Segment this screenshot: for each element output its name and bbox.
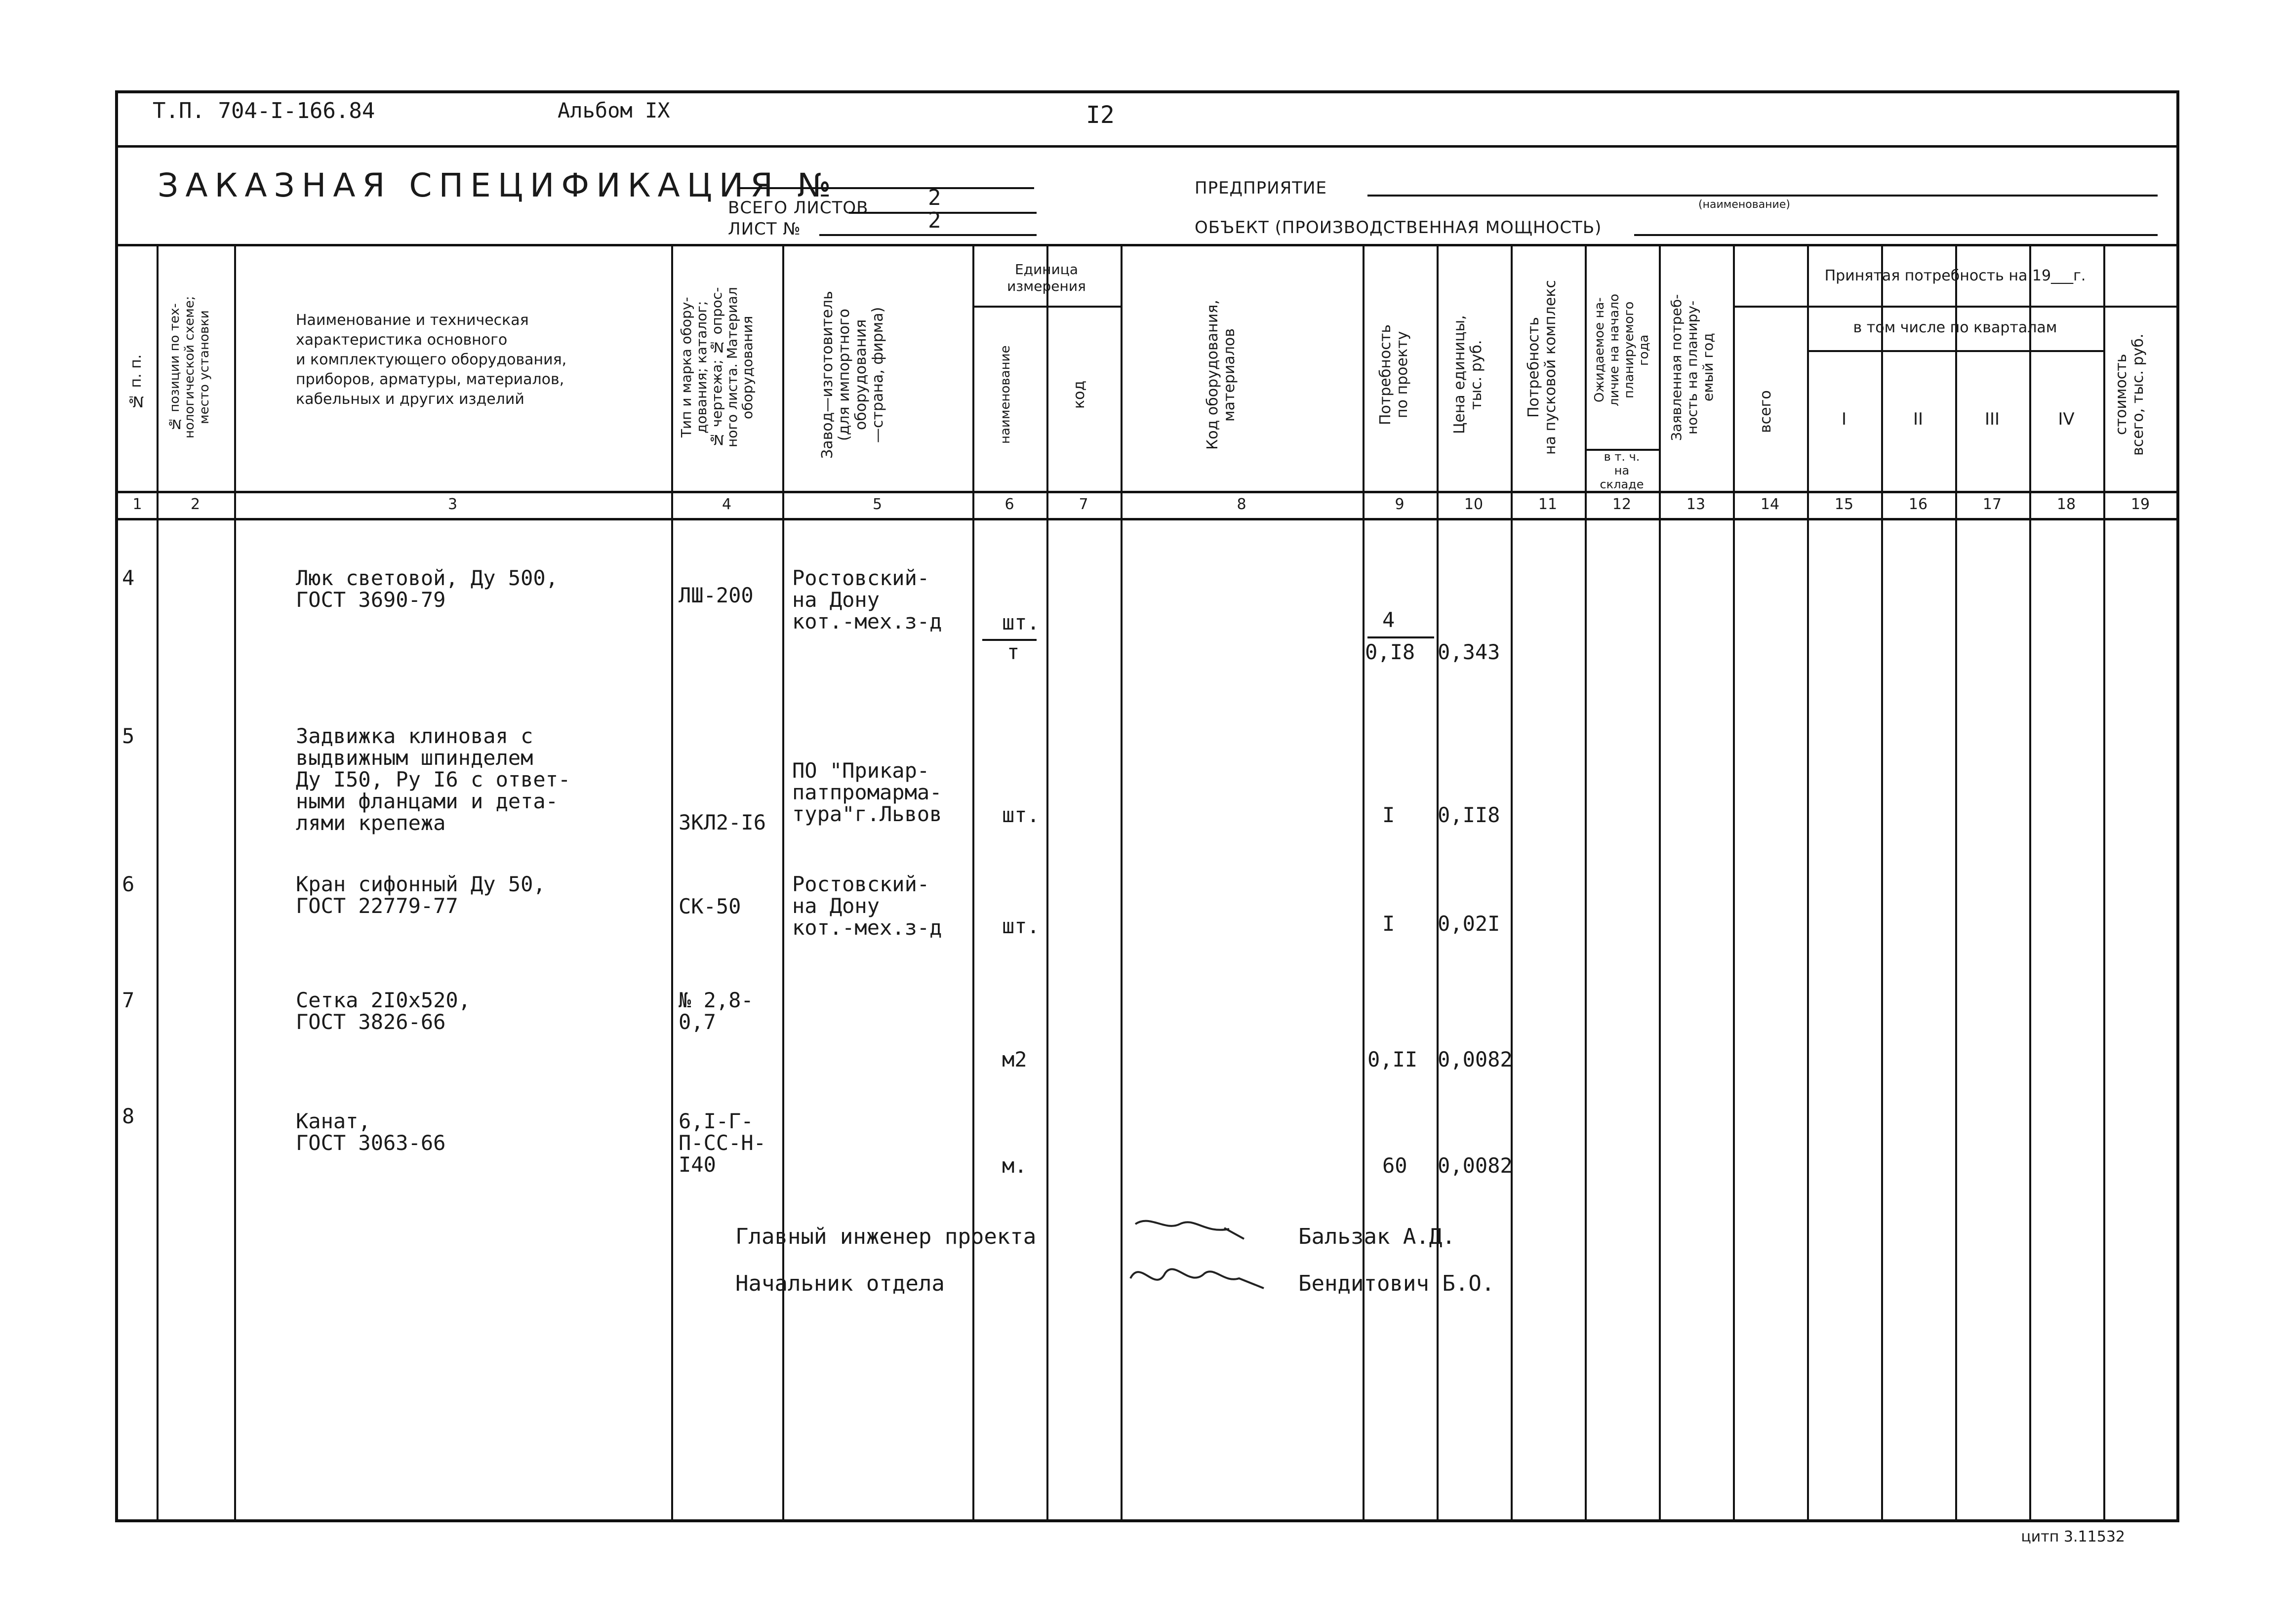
col-header-15: I — [1841, 409, 1847, 429]
col-line — [2029, 246, 2031, 1519]
col-number: 1 — [132, 496, 142, 513]
row-7-number: 7 — [122, 988, 135, 1012]
row-6-unit: шт. — [1002, 914, 1040, 938]
col-number: 16 — [1908, 496, 1928, 513]
row-8-number: 8 — [122, 1104, 135, 1128]
form-frame — [115, 90, 2179, 1522]
doc-code: Т.П. 704-I-166.84 — [153, 98, 375, 123]
col-number: 6 — [1004, 496, 1014, 513]
col-line — [782, 246, 784, 1519]
col-line — [1121, 246, 1123, 1519]
col-line — [1659, 246, 1661, 1519]
col-header-7: код — [1071, 380, 1088, 409]
col-number: 17 — [1982, 496, 2002, 513]
col-header-17: III — [1984, 409, 2000, 429]
col-number: 14 — [1760, 496, 1780, 513]
col-number: 11 — [1538, 496, 1558, 513]
col-header-4: Тип и марка обору- дования; каталог; № чертежа; № опрос- ного листа. Материал оборудования — [678, 287, 756, 448]
col-number: 12 — [1612, 496, 1632, 513]
col-line — [1807, 246, 1809, 1519]
col-header-19: стоимость всего, тыс. руб. — [2113, 333, 2147, 456]
total-sheets-label: ВСЕГО ЛИСТОВ — [728, 198, 869, 218]
sheet-number-label: ЛИСТ № — [728, 219, 801, 239]
col-number: 8 — [1237, 496, 1246, 513]
col-header-12: Ожидаемое на- личие на начало планируемого года — [1592, 294, 1651, 406]
row-8-price: 0,0082 — [1438, 1153, 1513, 1178]
album-label: Альбом IX — [558, 98, 670, 122]
col-header-2: № позиции по тех- нологической схеме; место установки — [167, 296, 212, 439]
col-header-14: всего — [1757, 390, 1774, 434]
col-header-5: Завод—изготовитель (для импортного оборудования —страна, фирма) — [819, 291, 886, 459]
col-header-16: II — [1913, 409, 1924, 429]
object-label: ОБЪЕКТ (ПРОИЗВОДСТВЕННАЯ МОЩНОСТЬ) — [1195, 218, 1602, 238]
col-line — [972, 246, 974, 1519]
col-line — [1046, 246, 1048, 1519]
row-8-type: 6,I-Г- П-СС-Н- I40 — [679, 1109, 766, 1177]
col-number: 18 — [2056, 496, 2076, 513]
row-6-maker: Ростовский- на Дону кот.-мех.з-д — [792, 872, 942, 940]
col-number: 3 — [447, 496, 458, 513]
col-line — [1955, 246, 1957, 1519]
row-4-number: 4 — [122, 566, 135, 590]
row-7-type: № 2,8- 0,7 — [679, 988, 754, 1034]
chief-engineer-name: Бальзак А.Д. — [1298, 1224, 1455, 1249]
handwritten-signatures — [1121, 1204, 1284, 1313]
sheet-number-value: 2 — [928, 208, 941, 233]
unit-group-line — [972, 306, 1121, 308]
title-divider — [118, 244, 2176, 246]
col-header-8: Код оборудования, материалов — [1204, 300, 1238, 450]
col-number: 10 — [1464, 496, 1484, 513]
row-4-maker: Ростовский- на Дону кот.-мех.з-д — [792, 566, 942, 634]
row-4-qty-2: 0,I8 — [1365, 640, 1415, 664]
chief-engineer-role: Главный инженер проекта — [735, 1224, 1037, 1249]
row-6-number: 6 — [122, 872, 135, 896]
row-6-price: 0,02I — [1438, 911, 1500, 936]
col-line — [157, 246, 159, 1519]
col-line — [234, 246, 236, 1519]
row-7-name: Сетка 2I0х520, ГОСТ 3826-66 — [296, 988, 471, 1034]
row-4-type: ЛШ-200 — [679, 583, 754, 607]
enterprise-line — [1367, 195, 2158, 197]
col-line — [671, 246, 673, 1519]
row-8-qty: 60 — [1382, 1153, 1407, 1178]
total-sheets-line — [849, 212, 1037, 214]
row-4-unit-2: т — [1007, 640, 1020, 664]
row-5-qty: I — [1382, 803, 1395, 827]
col-header-13: Заявленная потреб- ность на планиру- емый год — [1668, 294, 1716, 441]
row-4-price: 0,343 — [1438, 640, 1500, 664]
accepted-group-line — [1733, 306, 2177, 308]
row-7-qty: 0,II — [1367, 1047, 1418, 1071]
footer-code: цитп 3.11532 — [2021, 1528, 2125, 1545]
col-number: 7 — [1079, 496, 1088, 513]
row-6-name: Кран сифонный Ду 50, ГОСТ 22779-77 — [296, 872, 546, 918]
page-title: ЗАКАЗНАЯ СПЕЦИФИКАЦИЯ № — [158, 166, 838, 204]
col-header-1: № п. п. — [127, 354, 145, 410]
col-header-10: Цена единицы, тыс. руб. — [1451, 315, 1485, 435]
row-5-maker: ПО "Прикар- патпромарма- тура"г.Львов — [792, 758, 942, 826]
sheet-number-line — [819, 234, 1037, 236]
col-number: 9 — [1395, 496, 1405, 513]
row-4-unit: шт. — [1002, 610, 1040, 634]
col-line — [1881, 246, 1883, 1519]
row-8-unit: м. — [1002, 1153, 1027, 1178]
row-7-unit: м2 — [1002, 1047, 1027, 1071]
row-5-type: ЗКЛ2-I6 — [679, 810, 766, 834]
col-header-12-sub: в т. ч. на складе — [1600, 450, 1644, 491]
header-divider — [118, 145, 2176, 148]
col-header-11: Потребность на пусковой комплекс — [1525, 280, 1559, 455]
col-number: 19 — [2130, 496, 2150, 513]
row-6-type: СК-50 — [679, 894, 741, 918]
col-number: 15 — [1834, 496, 1854, 513]
col-header-18: IV — [2058, 409, 2075, 429]
row-5-number: 5 — [122, 724, 135, 748]
col-number: 2 — [190, 496, 201, 513]
quarters-group-header: в том числе по кварталам — [1853, 319, 2057, 336]
numbers-bottom-line — [118, 518, 2176, 520]
col-line — [2103, 246, 2105, 1519]
col-header-3: Наименование и техническая характеристика основного и комплектующего оборудования, приборов, арматуры, материалов, кабельных и других изделий — [296, 312, 567, 408]
enterprise-hint: (наименование) — [1698, 198, 1790, 211]
object-line — [1634, 234, 2158, 236]
col-line — [1363, 246, 1365, 1519]
row-5-price: 0,II8 — [1438, 803, 1500, 827]
numbers-top-line — [118, 491, 2176, 493]
row-5-unit: шт. — [1002, 803, 1040, 827]
department-head-name: Бендитович Б.О. — [1298, 1271, 1495, 1296]
accepted-group-header: Принятая потребность на 19___г. — [1824, 267, 2086, 284]
col-line — [1733, 246, 1735, 1519]
spec-number-line — [738, 187, 1034, 189]
page-number: I2 — [1086, 101, 1115, 129]
row-5-name: Задвижка клиновая с выдвижным шпинделем Ду I50, Ру I6 с ответ- ными фланцами и дета- лями крепежа — [296, 724, 571, 835]
col-header-6-group: Единица измерения — [1007, 261, 1086, 294]
quarters-group-line — [1807, 350, 2103, 352]
col-line — [1585, 246, 1587, 1519]
col-header-9: Потребность по проекту — [1377, 324, 1411, 426]
col-number: 13 — [1686, 496, 1706, 513]
enterprise-label: ПРЕДПРИЯТИЕ — [1195, 178, 1327, 198]
row-8-name: Канат, ГОСТ 3063-66 — [296, 1109, 446, 1155]
row-7-price: 0,0082 — [1438, 1047, 1513, 1071]
row-4-name: Люк световой, Ду 500, ГОСТ 3690-79 — [296, 566, 559, 612]
row-4-qty-fraction — [1367, 636, 1434, 638]
total-sheets-value: 2 — [928, 185, 941, 210]
col-header-6: наименование — [998, 345, 1013, 444]
col-number: 4 — [722, 496, 732, 513]
department-head-role: Начальник отдела — [735, 1271, 945, 1296]
row-4-qty: 4 — [1382, 608, 1395, 632]
row-6-qty: I — [1382, 911, 1395, 936]
col-line — [1511, 246, 1513, 1519]
col-number: 5 — [872, 496, 883, 513]
col-line — [1437, 246, 1439, 1519]
